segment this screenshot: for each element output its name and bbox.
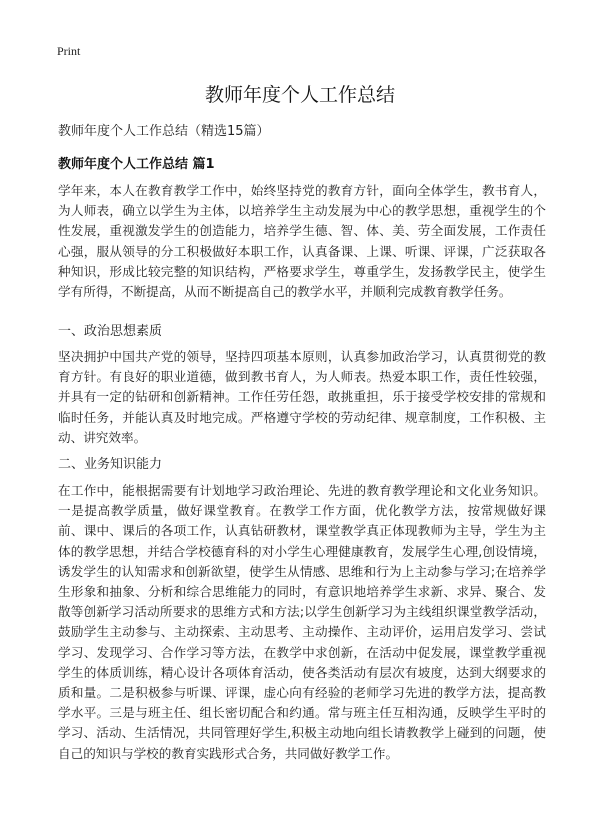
print-label: Print	[57, 44, 81, 58]
heading-professional: 二、业务知识能力	[58, 457, 163, 472]
heading-political: 一、政治思想素质	[58, 324, 163, 339]
intro-paragraph: 学年来，本人在教育教学工作中，始终坚持党的教育方针，面向全体学生，教书育人，为人师表，确立以学生为主体，以培养学生主动发展为中心的教学思想，重视学生的个性发展，重视激发学生的创造能力，培养学生德、智、体、美、劳全面发展，工作责任心强，服从领导的分工积极做好本职工作，认真备课、上课、听课、评课，广泛获取各种知识，形成比较完整的知识结构，严格要求学生，尊重学生，发扬教学民主，使学生学有所得，不断提高，从而不断提高自己的教学水平，并顺利完成教育教学任务。	[58, 183, 546, 300]
document-subtitle: 教师年度个人工作总结（精选15篇）	[58, 124, 270, 139]
section-heading: 教师年度个人工作总结 篇1	[58, 157, 215, 172]
document-title: 教师年度个人工作总结	[204, 84, 395, 106]
professional-paragraph: 在工作中，能根据需要有计划地学习政治理论、先进的教育教学理论和文化业务知识。一是提高教学质量，做好课堂教育。在教学工作方面，优化教学方法，按常规做好课前、课中、课后的各项工作，认真钻研教材，课堂教学真正体现教师为主导，学生为主体的教学思想，并结合学校德育科的对小学生心理健康教育，发展学生心理,创设情境，诱发学生的认知需求和创新欲望，使学生从情感、思维和行为上主动参与学习;在培养学生形象和抽象、分析和综合思维能力的同时，有意识地培养学生求新、求异、聚合、发散等创新学习活动所要求的思维方式和方法;以学生创新学习为主线组织课堂教学活动，鼓励学生主动参与、主动探索、主动思考、主动操作、主动评价，运用启发学习、尝试学习、发现学习、合作学习等方法，在教学中求创新，在活动中促发展，课堂教学重视学生的体质训练，精心设计各项体育活动，使各类活动有层次有坡度，达到大纲要求的质和量。二是积极参与听课、评课，虚心向有经验的老师学习先进的教学方法，提高教学水平。三是与班主任、组长密切配合和约通。常与班主任互相沟通，反映学生平时的学习、活动、生活情况，共同管理好学生,积极主动地向组长请教教学上碰到的问题，使自己的知识与学校的教育实践形式合务，共同做好教学工作。	[58, 483, 546, 761]
political-paragraph: 坚决拥护中国共产党的领导，坚持四项基本原则，认真参加政治学习，认真贯彻党的教育方针。有良好的职业道德，做到教书育人，为人师表。热爱本职工作，责任性较强，并具有一定的钻研和创新精神。工作任劳任怨，敢挑重担，乐于接受学校安排的常规和临时任务，并能认真及时地完成。严格遵守学校的劳动纪律、规章制度，工作积极、主动、讲究效率。	[58, 349, 546, 445]
